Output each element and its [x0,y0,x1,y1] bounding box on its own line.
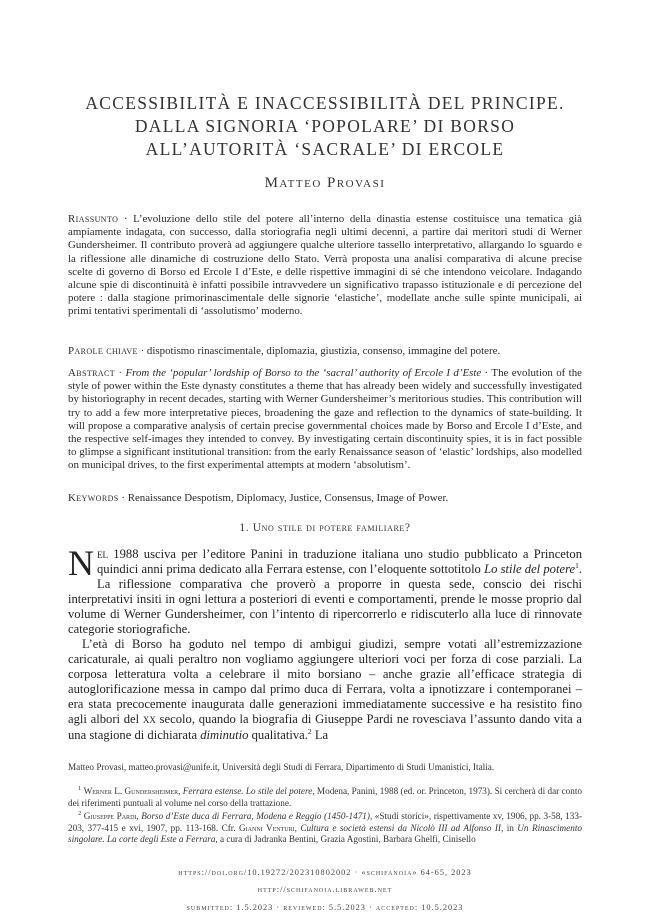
footnote-2-author-2: Gianni Venturi [239,822,295,833]
riassunto-label: Riassunto [68,213,119,225]
keywords-text: · Renaissance Despotism, Diplomacy, Justice, Consensus, Image of Power. [118,492,449,504]
abstract-title: From the ‘popular’ lordship of Borso to the ‘sacral’ authority of Ercole I d’Este [125,367,482,379]
affiliation: Matteo Provasi, matteo.provasi@unife.it, Università degli Studi di Ferrara, Dipartimento di Studi Umanistici, Italia. [68,762,495,772]
section-heading: 1. Uno stile di potere familiare? [239,522,411,534]
article-title [68,92,582,161]
drop-cap: N [68,543,94,583]
keywords-label: Keywords [68,492,119,504]
footer-doi[interactable]: https://doi.org/10.19272/202310802002 · «schifanoia» 64-65, 2023 [178,868,472,877]
footnote-2-author: Giuseppe Pardi [83,811,137,822]
author-name: Matteo Provasi [264,175,386,191]
riassunto-text: · L’evoluzione dello stile del potere all’interno della dinastia estense costituisce una tematica già ampiamente indagata, con successo, dalla storiografia negli ultimi decenni, a partire dai meritori studi di Werner Gundersheimer. Il contributo proverà ad aggiungere qualche ulteriore tassello interpretativo, allargando lo sguardo e la riflessione alle dinamiche di costruzione dello Stato. Verrà proposta una analisi comparativa di alcune precise scelte di governo di Borso ed Ercole I d’Este, e delle rispettive immagini di sé che intendono veicolare. Indagando alcune spie di discontinuità è infatti possibile intravvedere un significativo trapasso istituzionale e di percezione del potere : dalla stagione primorinascimentale delle signorie ‘elastiche’, modellate anche sulle spinte municipali, ai primi tentativi sperimentali di ‘assolutismo’ moderno. [68,213,582,318]
footnote-1: $^1$ Werner L. Gundersheimer, Ferrara estense. Lo stile del potere, Modena, Panini, 1988 (ed. or. Princeton, 1973). Si cercherà di dar conto dei riferimenti puntuali al volume nel corso della trattazione. [68,785,582,808]
footnote-1-author: Werner L. Gundersheimer [83,786,179,797]
title-line-3: ALL’AUTORITÀ ‘SACRALE’ DI ERCOLE [145,139,505,159]
abstract: Abstract · From the ‘popular’ lordship of Borso to the ‘sacral’ authority of Ercole I d’Este · The evolution of the style of power within the Este dynasty constitutes a theme that has already been widely and successfully investigated by historiography in recent decades, starting with Werner Gundersheimer’s meritorious studies. This contribution will try to add a few more interpretative pieces, broadening the gaze and reflection to the dynamics of state-building. It will propose a comparative analysis of certain precise governmental choices made by Borso and Ercole I d’Este, and the respective self-images they intended to convey. By investigating certain discontinuity spies, it is in fact possible to glimpse a significant institutional transition: from the early Renaissance season of ‘elastic’ lordships, also modelled on municipal drives, to the first experimental attempts at modern ‘absolutism’. [68,367,582,472]
abstract-label: Abstract [68,367,116,379]
footnote-2-title-3: Un Rinascimento singolare. La corte degli Este a Ferrara [68,822,582,845]
paragraph-1-text-a: 1988 usciva per l’editore Panini in traduzione italiana uno studio pubblicato a Princeton quindici anni prima dedicato alla Ferrara estense, con l’eloquente sottotitolo [97,547,582,577]
footnote-2: $^2$ Giuseppe Pardi, Borso d’Este duca di Ferrara, Modena e Reggio (1450-1471), «Studi storici», rispettivamente xv, 1906, pp. 3-58, 133-203, 377-415 e xvi, 1907, pp. 113-168. Cfr. Gianni Venturi, Cultura e società estensi da Nicolò III ad Alfonso II, in Un Rinascimento singolare. La corte degli Este a Ferrara, a cura di Jadranka Bentini, Grazia Agostini, Barbara Ghelfi, Cinisello [68,810,583,845]
paragraph-1-text-b: . La riflessione comparativa che proverò a proporre in questa sede, conscio dei rischi interpretativi insiti in ogni lettura a posteriori di eventi e comportamenti, prende le mosse proprio dal volume di Werner Gundersheimer, con l’intento di ripercorrerlo e ridiscuterlo alla luce di rinnovate categorie storiografiche. [68,562,583,637]
parole-chiave-text: · dispotismo rinascimentale, diplomazia, giustizia, consenso, immagine del potere. [137,345,501,357]
title-line-2: DALLA SIGNORIA ‘POPOLARE’ DI BORSO [134,116,516,136]
paragraph-2-text-c: qualitativa. [248,727,308,742]
paragraph-2-text-b: secolo, quando la biografia di Giuseppe Pardi ne rovesciava l’assunto dando vita a una stagione di dichiarata [68,712,582,742]
title-line-1: ACCESSIBILITÀ E INACCESSIBILITÀ DEL PRINCIPE. [85,93,565,113]
paragraph-2 [68,637,582,743]
subtitle-italic: Lo stile del potere [484,562,576,577]
footnote-2-text: , «Studi storici», rispettivamente xv, 1906, pp. 3-58, 133-203, 377-415 e xvi, 1907, pp. 113-168. Cfr. [68,811,583,833]
abstract-text: · The evolution of the style of power within the Este dynasty constitutes a theme that has already been widely and successfully investigated by historiography in recent decades, starting with Werner Gundersheimer’s meritorious studies. This contribution will try to add a few more interpretative pieces, broadening the gaze and reflection to the dynamics of state-building. It will propose a comparative analysis of certain precise governmental choices made by Borso and Ercole I d’Este, and the respective self-images they intended to convey. By investigating certain discontinuity spies, it is in fact possible to glimpse a significant institutional transition: from the early Renaissance season of ‘elastic’ lordships, also modelled on municipal drives, to the first experimental attempts at modern ‘absolutism’. [68,367,582,472]
century-numeral: xx [142,712,156,727]
footnote-2-number: 2 [78,810,82,817]
riassunto [68,213,582,319]
lead-word: el [97,547,108,561]
footer-dates: submitted: 1.5.2023 · reviewed: 5.5.2023 · accepted: 10.5.2023 [186,903,464,912]
paragraph-2-text-d: La [311,727,329,742]
keywords [68,492,582,505]
footnote-1-number: 1 [78,785,82,792]
footnote-2-text-2: , in [500,822,518,833]
footnote-ref-2[interactable]: 2 [307,726,312,736]
paragraph-1 [68,543,583,638]
footnote-2-text-3: , a cura di Jadranka Bentini, Grazia Agostini, Barbara Ghelfi, Cinisello [215,834,476,845]
footnote-1-text: , Modena, Panini, 1988 (ed. or. Princeton, 1973). Si cercherà di dar conto dei riferimenti puntuali al volume nel corso della trattazione. [68,786,582,808]
footnote-ref-1[interactable]: 1 [575,560,579,570]
parole-chiave [68,345,582,358]
footer-url[interactable]: http://schifanoia.libraweb.net [257,885,393,894]
footnote-1-title: Ferrara estense. Lo stile del potere [182,786,313,797]
paragraph-2-text-a: L’età di Borso ha goduto nel tempo di ambigui giudizi, sempre votati all’estremizzazione caricaturale, ai quali peraltro non vogliamo aggiungere ulteriori voci per forza di cose parziali. La corposa letteratura volta a celebrare il mito borsiano – anche grazie all’efficace strategia di autoglorificazione messa in campo dal primo duca di Ferrara, volta a ipnotizzare i contemporanei – era stata precocemente inaugurata dalle generazioni immediatamente successive e ha resistito fino agli albori del [68,637,582,727]
parole-chiave-label: Parole chiave [68,345,138,357]
footnote-2-title: Borso d’Este duca di Ferrara, Modena e Reggio (1450-1471) [141,811,370,822]
footnote-2-title-2: Cultura e società estensi da Nicolò III ad Alfonso II [300,822,501,833]
diminutio-italic: diminutio [200,727,249,742]
